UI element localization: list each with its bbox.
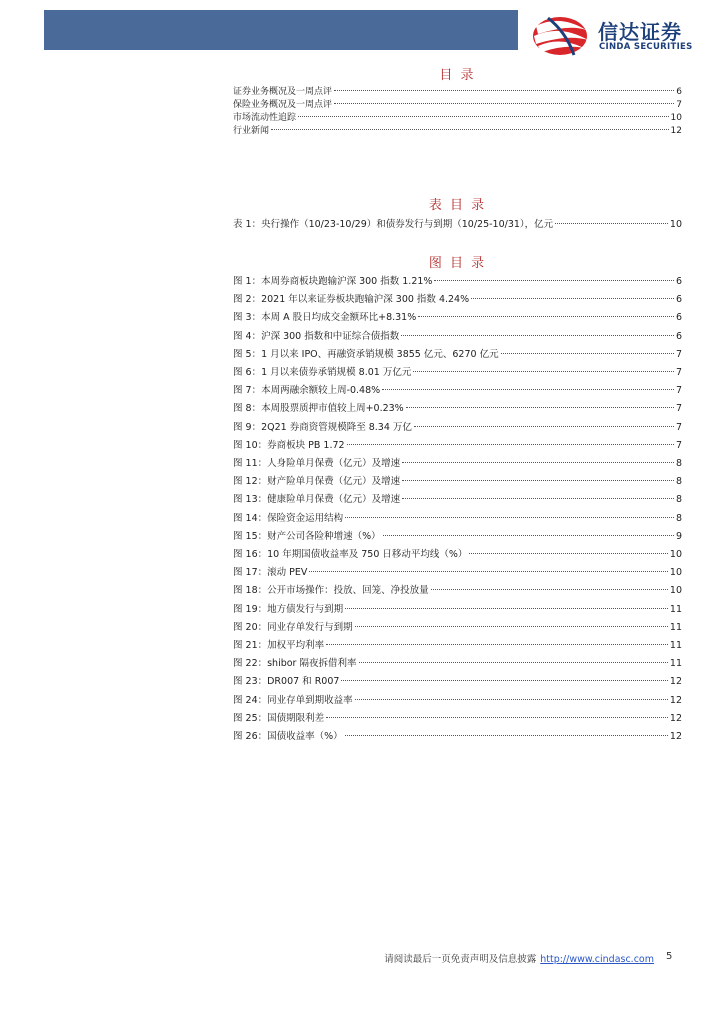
figure-list-page: 10	[669, 549, 682, 560]
leader-dots	[418, 316, 674, 317]
figure-list-item[interactable]	[233, 455, 682, 470]
leader-dots	[334, 90, 674, 91]
leader-dots	[383, 535, 674, 536]
figure-list-item[interactable]	[233, 655, 682, 670]
figure-list-page: 6	[675, 312, 682, 324]
figure-list-page: 11	[669, 640, 682, 651]
leader-dots	[355, 699, 668, 700]
header-bar	[44, 10, 518, 50]
toc-item-label: 证券业务概况及一周点评	[233, 87, 333, 97]
footer-link[interactable]: http://www.cindasc.com	[540, 954, 654, 965]
figure-list-label: 图 19：地方债发行与到期	[233, 603, 344, 615]
figure-list-item[interactable]	[233, 491, 682, 506]
page-number: 5	[666, 951, 673, 962]
figure-list-page: 6	[675, 330, 682, 342]
table-list-item[interactable]	[233, 216, 682, 231]
figure-list-item[interactable]	[233, 328, 682, 343]
figure-list-page: 8	[675, 512, 682, 524]
leader-dots	[431, 589, 668, 590]
figure-list-label: 图 1：本周券商板块跑输沪深 300 指数 1.21%	[233, 276, 433, 287]
leader-dots	[434, 280, 674, 281]
figure-list-item[interactable]	[233, 564, 682, 579]
leader-dots	[406, 407, 674, 408]
figure-list-item[interactable]	[233, 309, 682, 324]
figure-list-page: 6	[675, 294, 682, 306]
leader-dots	[555, 223, 668, 224]
toc-item[interactable]	[233, 84, 682, 97]
figure-list-item[interactable]	[233, 473, 682, 488]
figure-list-page: 9	[675, 530, 682, 542]
figure-list-item[interactable]	[233, 728, 682, 743]
leader-dots	[298, 116, 669, 117]
cinda-globe-icon	[530, 12, 590, 58]
figure-list-item[interactable]	[233, 546, 682, 561]
leader-dots	[359, 662, 668, 663]
figure-list-label: 图 22：shibor 隔夜拆借利率	[233, 658, 357, 670]
toc-item-page: 12	[670, 126, 682, 136]
leader-dots	[413, 371, 674, 372]
toc-item-label: 市场流动性追踪	[233, 113, 297, 123]
figure-list-label: 图 20：同业存单发行与到期	[233, 621, 353, 633]
leader-dots	[355, 626, 668, 627]
figure-list-label: 图 26：国债收益率（%）	[233, 731, 343, 742]
figure-list-page: 8	[675, 458, 682, 469]
figure-list-page: 8	[675, 494, 682, 506]
toc-item[interactable]	[233, 123, 682, 136]
figure-list-item[interactable]	[233, 619, 682, 634]
company-logo	[530, 12, 720, 58]
figure-list-page: 6	[675, 276, 682, 287]
leader-dots	[402, 462, 674, 463]
leader-dots	[345, 608, 668, 609]
leader-dots	[402, 480, 674, 481]
table-list-page: 10	[669, 219, 682, 230]
figure-list-item[interactable]	[233, 382, 682, 397]
figure-list-page: 7	[675, 403, 682, 415]
figure-list-label: 图 24：同业存单到期收益率	[233, 694, 353, 706]
figure-list-item[interactable]	[233, 710, 682, 725]
toc-item-page: 6	[676, 87, 682, 97]
figure-list-page: 12	[669, 694, 682, 706]
figure-list-label: 图 21：加权平均利率	[233, 640, 325, 651]
toc-item[interactable]	[233, 110, 682, 123]
figure-list-label: 图 13：健康险单月保费（亿元）及增速	[233, 494, 401, 506]
leader-dots	[401, 335, 674, 336]
figure-list-label: 图 11：人身险单月保费（亿元）及增速	[233, 458, 401, 469]
toc-item[interactable]	[233, 97, 682, 110]
figure-list-label: 图 3：本周 A 股日均成交金额环比+8.31%	[233, 312, 417, 324]
table-list-label: 表 1：央行操作（10/23-10/29）和债券发行与到期（10/25-10/31），亿元	[233, 219, 554, 230]
leader-dots	[382, 389, 674, 390]
figure-list-label: 图 7：本周两融余额较上周-0.48%	[233, 385, 381, 397]
leader-dots	[345, 517, 674, 518]
figure-list-item[interactable]	[233, 364, 682, 379]
figure-list-item[interactable]	[233, 291, 682, 306]
leader-dots	[471, 298, 674, 299]
leader-dots	[326, 644, 668, 645]
figure-list-page: 10	[669, 585, 682, 597]
figure-list-page: 10	[669, 567, 682, 579]
toc-item-label: 行业新闻	[233, 126, 270, 136]
figure-list-title: 图 目 录	[428, 256, 487, 271]
figure-list-item[interactable]	[233, 400, 682, 415]
leader-dots	[501, 353, 674, 354]
leader-dots	[414, 426, 674, 427]
figure-list-label: 图 17：滚动 PEV	[233, 567, 308, 579]
figure-list-item[interactable]	[233, 419, 682, 434]
leader-dots	[334, 103, 674, 104]
figure-list-label: 图 23：DR007 和 R007	[233, 676, 340, 688]
footer-disclaimer: 请阅读最后一页免责声明及信息披露	[384, 954, 537, 965]
figure-list-label: 图 16：10 年期国债收益率及 750 日移动平均线（%）	[233, 549, 468, 560]
figure-list-label: 图 6：1 月以来债券承销规模 8.01 万亿元	[233, 367, 412, 378]
toc-item-label: 保险业务概况及一周点评	[233, 100, 333, 110]
leader-dots	[345, 735, 668, 736]
figure-list-label: 图 14：保险资金运用结构	[233, 512, 344, 524]
leader-dots	[469, 553, 667, 554]
figure-list-label: 图 25：国债期限利差	[233, 712, 325, 724]
logo-text-en: CINDA SECURITIES	[599, 42, 693, 52]
figure-list-label: 图 9：2Q21 券商资管规模降至 8.34 万亿	[233, 421, 412, 433]
figure-list-item[interactable]	[233, 528, 682, 543]
toc-item-page: 10	[670, 113, 682, 123]
figure-list-page: 8	[675, 476, 682, 488]
figure-list-page: 11	[669, 621, 682, 633]
figure-list-item[interactable]	[233, 673, 682, 688]
figure-list-label: 图 15：财产公司各险种增速（%）	[233, 530, 381, 542]
figure-list-item[interactable]	[233, 582, 682, 597]
figure-list-label: 图 4：沪深 300 指数和中证综合债指数	[233, 330, 400, 342]
figure-list-page: 7	[675, 348, 682, 360]
figure-list-page: 11	[669, 658, 682, 670]
leader-dots	[309, 571, 668, 572]
table-list-title: 表 目 录	[428, 198, 487, 213]
figure-list-page: 12	[669, 676, 682, 688]
figure-list-page: 7	[675, 385, 682, 397]
figure-list-label: 图 18：公开市场操作：投放、回笼、净投放量	[233, 585, 429, 597]
figure-list-item[interactable]	[233, 692, 682, 707]
figure-list-page: 11	[669, 603, 682, 615]
leader-dots	[271, 129, 669, 130]
leader-dots	[326, 717, 668, 718]
figure-list-page: 12	[669, 712, 682, 724]
figure-list-label: 图 10：券商板块 PB 1.72	[233, 439, 345, 451]
leader-dots	[402, 498, 674, 499]
figure-list-item[interactable]	[233, 637, 682, 652]
leader-dots	[341, 680, 667, 681]
figure-list-label: 图 8：本周股票质押市值较上周+0.23%	[233, 403, 404, 415]
logo-text-cn: 信达证券	[598, 20, 682, 44]
footer	[0, 951, 654, 965]
figure-list-item[interactable]	[233, 601, 682, 616]
figure-list-page: 7	[675, 439, 682, 451]
figure-list-page: 12	[669, 731, 682, 742]
toc-item-page: 7	[676, 100, 682, 110]
figure-list-item[interactable]	[233, 346, 682, 361]
figure-list-label: 图 5：1 月以来 IPO、再融资承销规模 3855 亿元、6270 亿元	[233, 348, 499, 360]
figure-list-label: 图 12：财产险单月保费（亿元）及增速	[233, 476, 401, 488]
figure-list-label: 图 2：2021 年以来证券板块跑输沪深 300 指数 4.24%	[233, 294, 470, 306]
figure-list-item[interactable]	[233, 437, 682, 452]
figure-list-item[interactable]	[233, 510, 682, 525]
toc-title: 目 录	[439, 68, 476, 83]
figure-list-page: 7	[675, 367, 682, 378]
figure-list-page: 7	[675, 421, 682, 433]
leader-dots	[347, 444, 674, 445]
figure-list-item[interactable]	[233, 273, 682, 288]
